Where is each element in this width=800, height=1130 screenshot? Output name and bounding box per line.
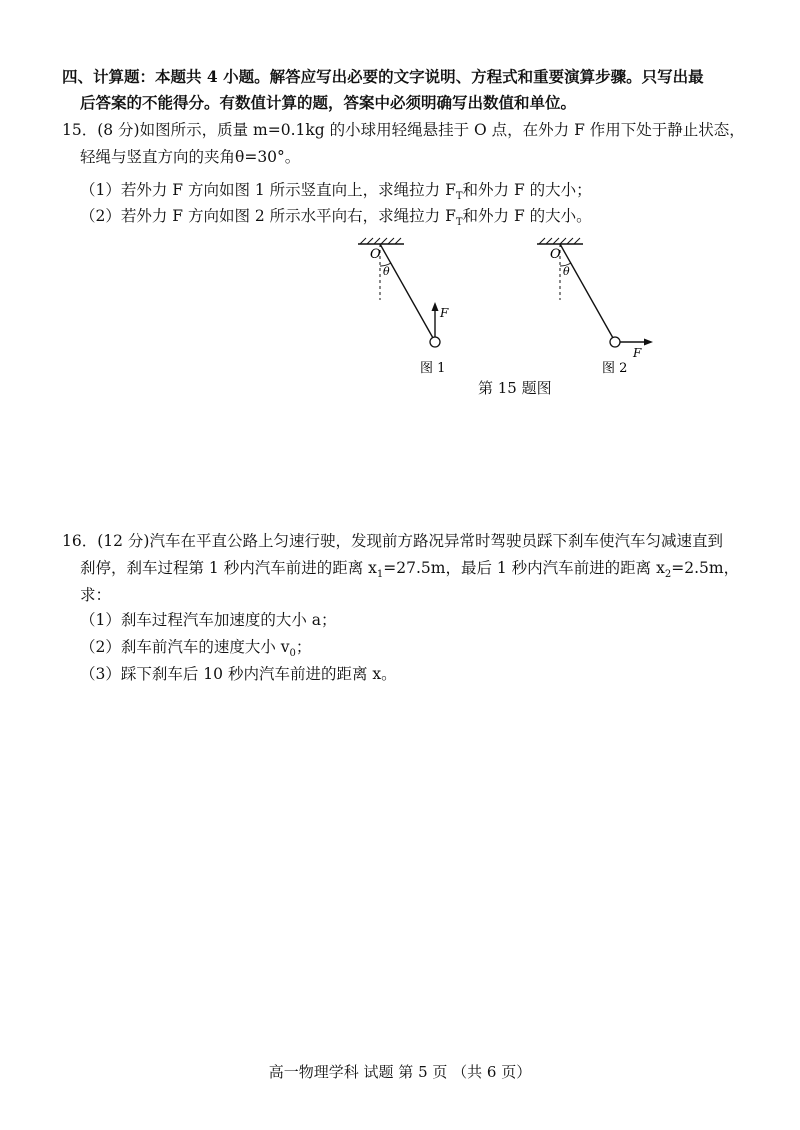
ball-2 xyxy=(610,337,620,347)
q15-part2-sub: T xyxy=(455,217,463,229)
ball-1 xyxy=(430,337,440,347)
q16-part2-sub: 0 xyxy=(289,648,296,660)
q16-line2-c: =2.5m， xyxy=(671,559,740,577)
q15-part1-tail: 和外力 F 的大小； xyxy=(462,181,592,199)
point-o-label-1: O xyxy=(370,247,381,262)
q16-stem-line2 xyxy=(80,557,739,586)
figure-1 xyxy=(358,238,449,376)
q15-part1-text: （1）若外力 F 方向如图 1 所示竖直向上，求绳拉力 F xyxy=(80,181,456,199)
q15-stem-line2: 轻绳与竖直方向的夹角θ=30°。 xyxy=(80,148,301,166)
q15-part2 xyxy=(80,205,592,234)
ceiling-hatch-2 xyxy=(539,238,580,244)
page-footer: 高一物理学科 试题 第 5 页 （共 6 页） xyxy=(268,1063,532,1081)
point-o-label-2: O xyxy=(550,247,561,262)
q16-line2-sub2: 2 xyxy=(664,569,672,581)
q15-part2-tail: 和外力 F 的大小。 xyxy=(462,207,592,225)
force-label-1: F xyxy=(440,306,449,320)
q16-part2-tail: ； xyxy=(295,638,312,656)
q16-part3: （3）踩下刹车后 10 秒内汽车前进的距离 x。 xyxy=(80,665,397,683)
section-heading-line1: 四、计算题：本题共 4 小题。解答应写出必要的文字说明、方程式和重要演算步骤。只写出最 xyxy=(62,67,704,86)
q15-part1-sub: T xyxy=(455,191,463,203)
theta-label-2: θ xyxy=(563,265,570,278)
fig1-label: 图 1 xyxy=(420,361,446,376)
q16-part1: （1）刹车过程汽车加速度的大小 a； xyxy=(80,611,337,629)
figure-2 xyxy=(537,238,653,376)
q16-line2-sub1: 1 xyxy=(376,569,384,581)
force-label-2: F xyxy=(633,346,642,360)
fig2-label: 图 2 xyxy=(602,361,628,376)
theta-label-1: θ xyxy=(383,265,390,278)
force-arrowhead-2 xyxy=(644,339,653,346)
q15-part1 xyxy=(80,179,592,208)
q16-stem-line3: 求： xyxy=(80,586,112,604)
q16-part2-text: （2）刹车前汽车的速度大小 v xyxy=(80,638,290,656)
q16-stem-line1: 16．(12 分)汽车在平直公路上匀速行驶，发现前方路况异常时驾驶员踩下刹车使汽车匀减速直到 xyxy=(62,532,723,550)
q15-part2-text: （2）若外力 F 方向如图 2 所示水平向右，求绳拉力 F xyxy=(80,207,456,225)
rope-1 xyxy=(380,244,433,338)
rope-2 xyxy=(560,244,613,338)
q16-line2-b: =27.5m，最后 1 秒内汽车前进的距离 x xyxy=(383,559,665,577)
figure-caption: 第 15 题图 xyxy=(478,379,552,397)
force-arrowhead-1 xyxy=(432,302,439,311)
ceiling-hatch-1 xyxy=(360,238,401,244)
section-heading-line2: 后答案的不能得分。有数值计算的题，答案中必须明确写出数值和单位。 xyxy=(80,93,577,112)
q16-part2 xyxy=(80,636,311,665)
q16-line2-a: 刹停，刹车过程第 1 秒内汽车前进的距离 x xyxy=(80,559,377,577)
q15-stem-line1: 15．(8 分)如图所示，质量 m=0.1kg 的小球用轻绳悬挂于 O 点，在外力 F 作用下处于静止状态， xyxy=(62,121,745,139)
q15-figure xyxy=(340,236,660,376)
